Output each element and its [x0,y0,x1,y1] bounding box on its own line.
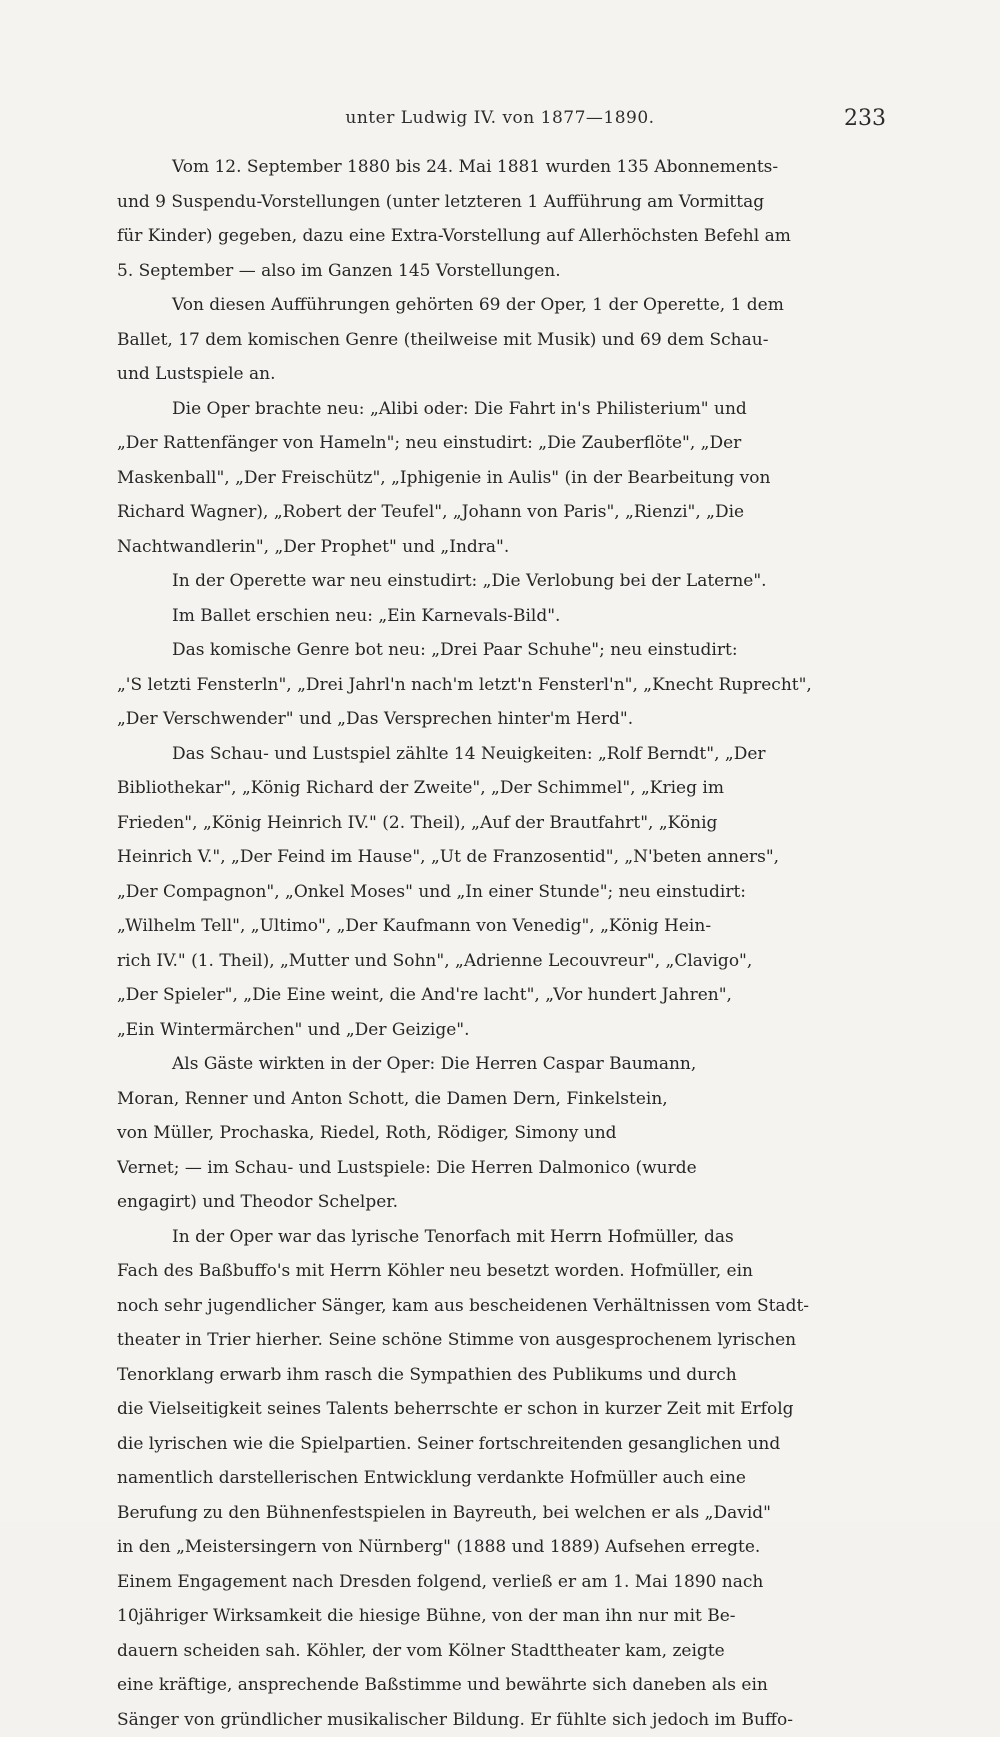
text-line: Heinrich V.", „Der Feind im Hause", „Ut de Franzosentid", „N'beten anners", [117,840,867,875]
text-line: „Der Compagnon", „Onkel Moses" und „In einer Stunde"; neu einstudirt: [117,875,867,910]
text-line: Maskenball", „Der Freischütz", „Iphigenie in Aulis" (in der Bearbeitung von [117,461,867,496]
text-line: „'S letzti Fensterln", „Drei Jahrl'n nach'm letzt'n Fensterl'n", „Knecht Ruprecht", [117,668,867,703]
text-line: eine kräftige, ansprechende Baßstimme und bewährte sich daneben als ein [117,1668,867,1703]
text-line: „Der Verschwender" und „Das Versprechen hinter'm Herd". [117,702,867,737]
text-line: die lyrischen wie die Spielpartien. Seiner fortschreitenden gesanglichen und [117,1427,867,1462]
text-line: engagirt) und Theodor Schelper. [117,1185,867,1220]
text-line: und Lustspiele an. [117,357,867,392]
text-line: und 9 Suspendu-Vorstellungen (unter letzteren 1 Aufführung am Vormittag [117,185,867,220]
text-line: in den „Meistersingern von Nürnberg" (1888 und 1889) Aufsehen erregte. [117,1530,867,1565]
text-line: namentlich darstellerischen Entwicklung verdankte Hofmüller auch eine [117,1461,867,1496]
text-line: Tenorklang erwarb ihm rasch die Sympathien des Publikums und durch [117,1358,867,1393]
text-line: Vom 12. September 1880 bis 24. Mai 1881 wurden 135 Abonnements- [117,150,867,185]
text-line: die Vielseitigkeit seines Talents beherrschte er schon in kurzer Zeit mit Erfolg [117,1392,867,1427]
text-line: „Der Spieler", „Die Eine weint, die And're lacht", „Vor hundert Jahren", [117,978,867,1013]
text-line: Sänger von gründlicher musikalischer Bildung. Er fühlte sich jedoch im Buffo- [117,1703,867,1737]
text-line: In der Oper war das lyrische Tenorfach mit Herrn Hofmüller, das [117,1220,867,1255]
text-line: von Müller, Prochaska, Riedel, Roth, Rödiger, Simony und [117,1116,867,1151]
text-line: Das komische Genre bot neu: „Drei Paar Schuhe"; neu einstudirt: [117,633,867,668]
text-line: Berufung zu den Bühnenfestspielen in Bayreuth, bei welchen er als „David" [117,1496,867,1531]
running-head [0,108,1000,138]
text-line: Das Schau- und Lustspiel zählte 14 Neuigkeiten: „Rolf Berndt", „Der [117,737,867,772]
text-line: Von diesen Aufführungen gehörten 69 der Oper, 1 der Operette, 1 dem [117,288,867,323]
text-line: 10jähriger Wirksamkeit die hiesige Bühne, von der man ihn nur mit Be- [117,1599,867,1634]
text-line: „Ein Wintermärchen" und „Der Geizige". [117,1013,867,1048]
text-line: für Kinder) gegeben, dazu eine Extra-Vorstellung auf Allerhöchsten Befehl am [117,219,867,254]
text-line: Einem Engagement nach Dresden folgend, verließ er am 1. Mai 1890 nach [117,1565,867,1600]
text-line: Moran, Renner und Anton Schott, die Damen Dern, Finkelstein, [117,1082,867,1117]
page-number: 233 [844,106,886,131]
text-line: „Der Rattenfänger von Hameln"; neu einstudirt: „Die Zauberflöte", „Der [117,426,867,461]
text-line: Bibliothekar", „König Richard der Zweite", „Der Schimmel", „Krieg im [117,771,867,806]
text-line: „Wilhelm Tell", „Ultimo", „Der Kaufmann von Venedig", „König Hein- [117,909,867,944]
text-line: Vernet; — im Schau- und Lustspiele: Die Herren Dalmonico (wurde [117,1151,867,1186]
text-line: dauern scheiden sah. Köhler, der vom Kölner Stadttheater kam, zeigte [117,1634,867,1669]
text-line: Ballet, 17 dem komischen Genre (theilweise mit Musik) und 69 dem Schau- [117,323,867,358]
text-line: Frieden", „König Heinrich IV." (2. Theil), „Auf der Brautfahrt", „König [117,806,867,841]
running-title: unter Ludwig IV. von 1877—1890. [0,108,1000,128]
text-line: 5. September — also im Ganzen 145 Vorstellungen. [117,254,867,289]
text-line: Im Ballet erschien neu: „Ein Karnevals-Bild". [117,599,867,634]
body-text [117,150,867,1737]
text-line: Fach des Baßbuffo's mit Herrn Köhler neu besetzt worden. Hofmüller, ein [117,1254,867,1289]
text-line: Die Oper brachte neu: „Alibi oder: Die Fahrt in's Philisterium" und [117,392,867,427]
text-line: Als Gäste wirkten in der Oper: Die Herren Caspar Baumann, [117,1047,867,1082]
text-line: noch sehr jugendlicher Sänger, kam aus bescheidenen Verhältnissen vom Stadt- [117,1289,867,1324]
text-line: In der Operette war neu einstudirt: „Die Verlobung bei der Laterne". [117,564,867,599]
text-line: rich IV." (1. Theil), „Mutter und Sohn", „Adrienne Lecouvreur", „Clavigo", [117,944,867,979]
text-line: Nachtwandlerin", „Der Prophet" und „Indra". [117,530,867,565]
text-line: theater in Trier hierher. Seine schöne Stimme von ausgesprochenem lyrischen [117,1323,867,1358]
text-line: Richard Wagner), „Robert der Teufel", „Johann von Paris", „Rienzi", „Die [117,495,867,530]
